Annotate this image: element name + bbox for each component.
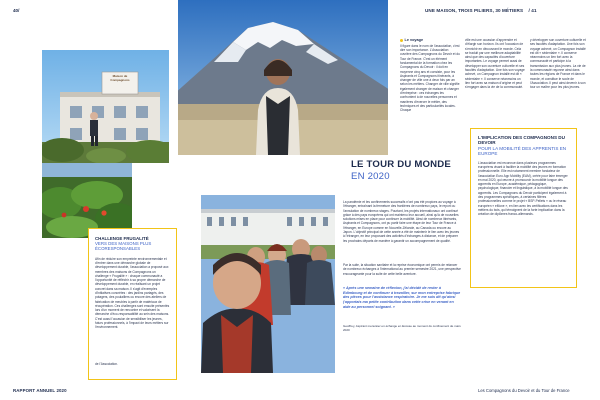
feature-subtitle: EN 2020 — [351, 171, 390, 182]
quote-text: « Après une semaine de réflexion, j'ai décidé de rester à Edimbourg et de continuer à travailler, sur mon entreprise fabrique des pièces pour l'assistance respiratoire. Je me suis dit qu'ainsi j'apportais ma petite contribution dans cette crise en venant en aide au personnel soignant. » — [343, 286, 461, 309]
mobility-body: L'association est reconnue dans plusieurs programmes européens visant à faciliter la mobilité des jeunes en formation professionnelle. Elle est notamment membre fondateur de l'association Euro App Mobility (EAM), créée pour faire émerger en mai 2020, qui œuvre à promouvoir la mobilité longue des apprentis en Europe, académique, pédagogique, psychologique, financier et linguistique, à la mobilité longue des apprentis. Les Compagnons du Devoir participent également à des programmes spécifiques, à certaines filières professionnelles comme le projet « BSP-Pellets » ou le réseau européen « eMove », en lien avec les certifications dans les métiers du bois, qui témoignent de la forte implication dans la création de diplômes franco-allemands. — [478, 160, 568, 217]
quote-attribution: Geoffrey, Aspirant menuisier en échange en Écosse au moment du confinement de mars 2020 — [343, 325, 461, 332]
voyage-text-2: ville est une occasion d'apprendre et d'élargir son horizon. Ils ont l'occasion de s'enrichir en découvrant le monde. Cela se traduit par une meilleure adaptabilité ainsi que des capacités d'ouverture importantes. Le voyage permet aussi de développer son ouverture culturelle et ses facultés d'adaptation. Une fois son voyage achevé, un Compagnon installé est dit « sédentaire ». Il conserve néanmoins un lien fort avec sa maison d'origine et peut s'engager dans la vie de la communauté. — [465, 38, 525, 90]
left-page-number: 40/ — [13, 8, 20, 13]
mobility-heading-bold: L'IMPLICATION DES COMPAGNONS DU DEVOIR — [478, 135, 565, 146]
frugal-end: de l'Association. — [95, 361, 118, 366]
frugal-box — [88, 228, 177, 380]
voyage-col-3 — [530, 38, 588, 118]
photo-groupe — [201, 195, 335, 373]
frugal-heading-bold: CHALLENGE FRUGALITÉ — [95, 236, 149, 241]
footer-right: Les Compagnons du Devoir et du Tour de France — [478, 388, 570, 393]
running-head-title: UNE MAISON, TROIS PILIERS, 30 MÉTIERS — [425, 8, 524, 13]
feature-text-2: Par la suite, la situation sanitaire et la reprise économique ont permis de relancer de nombreux échanges à l'international au premier semestre 2021, une perspective encourageante pour la suite de cette belle aventure. — [343, 263, 461, 276]
running-head — [425, 8, 537, 13]
mobility-heading-thin: POUR LA MOBILITÉ DES APPRENTIS EN EUROPE — [478, 145, 567, 157]
voyage-text-3: y développer son ouverture culturelle et ses facultés d'adaptation. Une fois son voyage achevé, un Compagnon installé est dit « sédentaire ». Il conserve néanmoins un lien fort avec la communauté et participe à la transmission aux plus jeunes. La vie de la communauté rayonne ainsi dans toutes les régions de France et dans le monde, et constitue le socle de l'Association. Il peut ainsi devenir à son tour un maître pour les plus jeunes. — [530, 38, 586, 90]
photo-potager — [42, 163, 132, 238]
frugal-heading-thin: VERS DES MAISONS PLUS ÉCORESPONSABLES — [95, 241, 152, 252]
voyage-col-1 — [400, 38, 460, 144]
feature-title-block — [343, 155, 463, 201]
voyage-col-2 — [465, 38, 525, 136]
mobility-heading — [478, 135, 569, 157]
frugal-body: Afin de réduire son empreinte environnementale et d'entrer dans une démarche globale de développement durable, l'association a proposé aux membres des maisons de Compagnons un challenge « Frugalité » : chaque communauté a l'opportunité de réfléchir à sa propre démarche de développement durable, en réalisant un projet concret dans sa maison. Il s'agit d'exemples d'initiatives concrètes : des jardins partagés, des potagers, des poulaillers ou encore des ateliers de fabrication de meubles à partir de matériaux de récupération. Ces challenges sont ensuite présentés lors d'un moment de rencontre et valorisent la démarche d'éco-responsabilité au sein des maisons. C'est aussi l'occasion de sensibiliser les jeunes, futurs professionnels, à l'impact de leurs métiers sur l'environnement. — [95, 256, 170, 330]
photo-maison — [42, 50, 169, 163]
feature-title: LE TOUR DU MONDE — [351, 159, 452, 170]
feature-text-1: La pandémie et les confinements successifs n'ont pas été propices au voyage à l'étranger, entraînant la fermeture des frontières de nombreux pays, le report ou l'annulation de nombreux stages. Pourtant, les projets internationaux ont continué grâce à des pays européens qui ont maintenu leur accueil, ainsi qu'à de nouvelles solutions mises en place pour continuer la mobilité. Ainsi de nombreux itinérants, Aspirants et Compagnons, ont pu partir faire une étape de leur Tour de France à l'étranger, en Europe comme en Nouvelle-Zélande, au Canada ou encore au Japon. L'objectif principal de cette année a été de maintenir le lien avec les jeunes à l'étranger, en leur proposant des activités d'échanges à distance, et de préparer les prochains départs de manière à garantir un accompagnement de qualité. — [343, 200, 460, 243]
feature-quote — [343, 286, 461, 333]
voyage-heading: Le voyage — [400, 38, 460, 42]
bullet-dot — [400, 39, 403, 42]
voyage-text-1: Il figure dans le nom de l'association, c'est dire son importance. L'Association ouvrière des Compagnons du Devoir et du Tour de France. C'est un élément fondamental de la formation chez les Compagnons du Devoir : il doit en moyenne cinq ans et consiste, pour les Aspirants et Compagnons itinérants, à changer de ville une à deux fois par an selon les métiers. Changer de ville signifie également changer de maison et changer d'entreprise : ces échanges les confrontent à de nouvelles personnes et manières d'exercer le métier, des techniques et des particularités locales. Chaque — [400, 43, 460, 113]
frugal-heading — [95, 236, 170, 252]
feature-title-wrap — [343, 155, 463, 182]
right-page-number: / 41 — [528, 8, 537, 13]
building-sign: Maison de Compagnons — [110, 74, 130, 82]
feature-body — [343, 200, 461, 282]
photo-volcan — [178, 0, 388, 155]
mobility-box — [470, 128, 577, 288]
footer-left: RAPPORT ANNUEL 2020 — [13, 388, 67, 393]
